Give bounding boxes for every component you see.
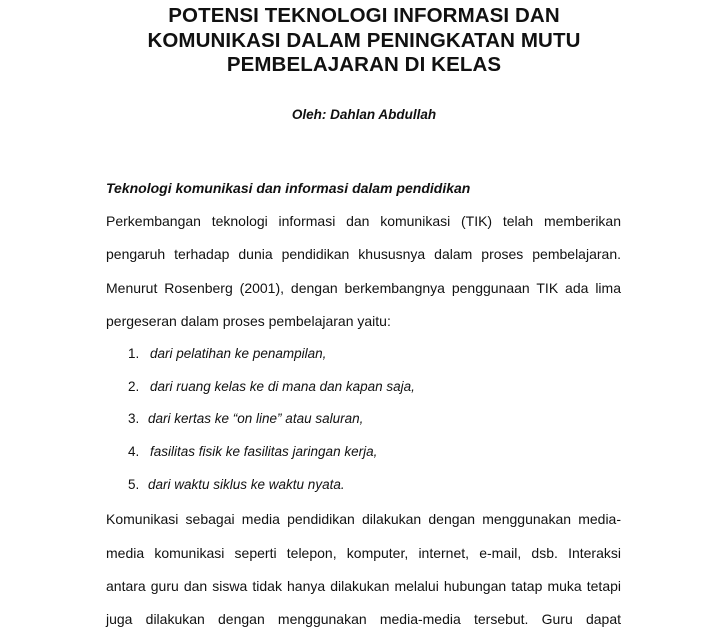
list-text: dari kertas ke “on line” atau saluran, <box>148 411 364 426</box>
list-number: 4. <box>128 444 140 459</box>
list-text: dari ruang kelas ke di mana dan kapan saja, <box>150 379 415 394</box>
author-line: Oleh: Dahlan Abdullah <box>291 107 437 122</box>
paragraph-2-line-3: antara guru dan siswa tidak hanya dilakukan melalui hubungan tatap muka tetapi <box>106 578 621 594</box>
list-number: 1. <box>128 346 140 361</box>
paragraph-2-line-1: Komunikasi sebagai media pendidikan dilakukan dengan menggunakan media- <box>106 511 621 527</box>
title-line-2: KOMUNIKASI DALAM PENINGKATAN MUTU <box>147 28 581 52</box>
paragraph-1-line-1: Perkembangan teknologi informasi dan komunikasi (TIK) telah memberikan <box>106 213 621 229</box>
list-number: 5. <box>128 477 140 492</box>
section-heading: Teknologi komunikasi dan informasi dalam pendidikan <box>106 180 471 196</box>
paragraph-1-line-3: Menurut Rosenberg (2001), dengan berkembangnya penggunaan TIK ada lima <box>106 280 621 296</box>
list-text: dari pelatihan ke penampilan, <box>150 346 327 361</box>
list-text: fasilitas fisik ke fasilitas jaringan kerja, <box>150 444 378 459</box>
list-text: dari waktu siklus ke waktu nyata. <box>148 477 345 492</box>
list-item <box>128 442 377 462</box>
list-item <box>128 409 363 429</box>
paragraph-1-line-2: pengaruh terhadap dunia pendidikan khususnya dalam proses pembelajaran. <box>106 246 621 262</box>
list-item <box>128 344 326 364</box>
list-number: 3. <box>128 411 140 426</box>
paragraph-2-line-2: media komunikasi seperti telepon, komputer, internet, e-mail, dsb. Interaksi <box>106 545 621 561</box>
document-title <box>104 4 624 78</box>
paragraph-2-line-4: juga dilakukan dengan menggunakan media-media tersebut. Guru dapat <box>106 611 621 627</box>
title-line-1: POTENSI TEKNOLOGI INFORMASI DAN <box>168 4 560 27</box>
paragraph-1-line-4: pergeseran dalam proses pembelajaran yaitu: <box>106 313 391 329</box>
list-number: 2. <box>128 379 140 394</box>
list-item <box>128 377 415 397</box>
title-line-3: PEMBELAJARAN DI KELAS <box>226 53 502 76</box>
list-item <box>128 475 345 495</box>
